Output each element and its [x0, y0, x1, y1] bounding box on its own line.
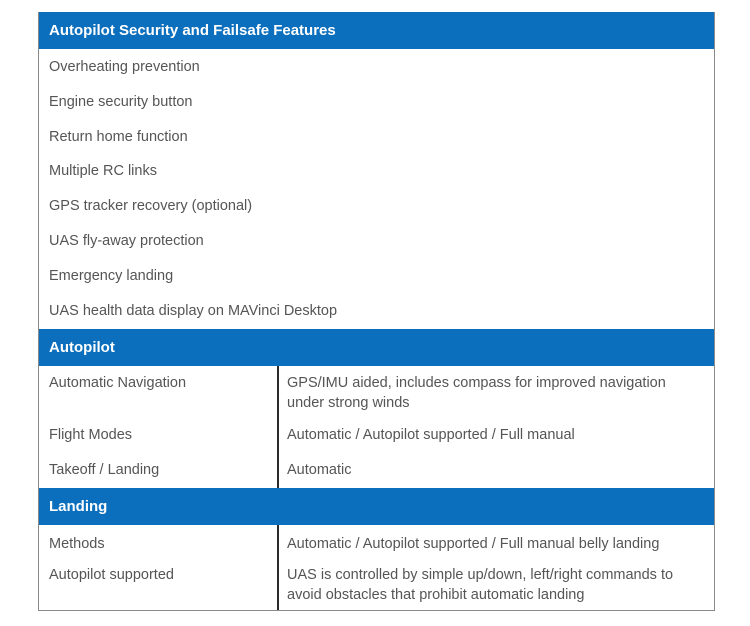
row-label: Autopilot supported [49, 567, 174, 584]
section-header-security: Autopilot Security and Failsafe Features [39, 12, 714, 49]
list-item: Overheating prevention [49, 59, 200, 75]
list-item: Emergency landing [49, 267, 174, 284]
row-label: Automatic Navigation [49, 375, 187, 392]
row-label: Takeoff / Landing [49, 462, 160, 479]
table-row [39, 451, 714, 488]
table-row [39, 366, 714, 416]
row-value: Automatic [287, 462, 352, 479]
list-item: UAS health data display on MAVinci Desktop [49, 302, 338, 319]
table-row [39, 416, 714, 451]
row-value: Automatic / Autopilot supported / Full manual [287, 427, 575, 444]
table-row [39, 559, 714, 610]
table-row [39, 525, 714, 559]
autopilot-table [39, 366, 714, 488]
list-item: GPS tracker recovery (optional) [49, 198, 253, 215]
column-divider [277, 366, 279, 488]
spec-table [38, 12, 715, 611]
row-value: UAS is controlled by simple up/down, left/right commands to avoid obstacles that prohibit automatic landing [287, 567, 674, 604]
row-value: Automatic / Autopilot supported / Full manual belly landing [287, 536, 660, 553]
security-feature-list [39, 49, 714, 329]
row-label: Methods [49, 536, 105, 553]
column-divider [277, 525, 279, 610]
section-header-autopilot: Autopilot [39, 329, 714, 366]
section-header-landing: Landing [39, 488, 714, 525]
landing-table [39, 525, 714, 610]
list-item: Multiple RC links [49, 163, 157, 180]
list-item: Engine security button [49, 93, 193, 110]
list-item: UAS fly-away protection [49, 232, 204, 249]
list-item: Return home function [49, 128, 188, 145]
row-label: Flight Modes [49, 427, 133, 444]
row-value: GPS/IMU aided, includes compass for improved navigation under strong winds [287, 375, 666, 412]
